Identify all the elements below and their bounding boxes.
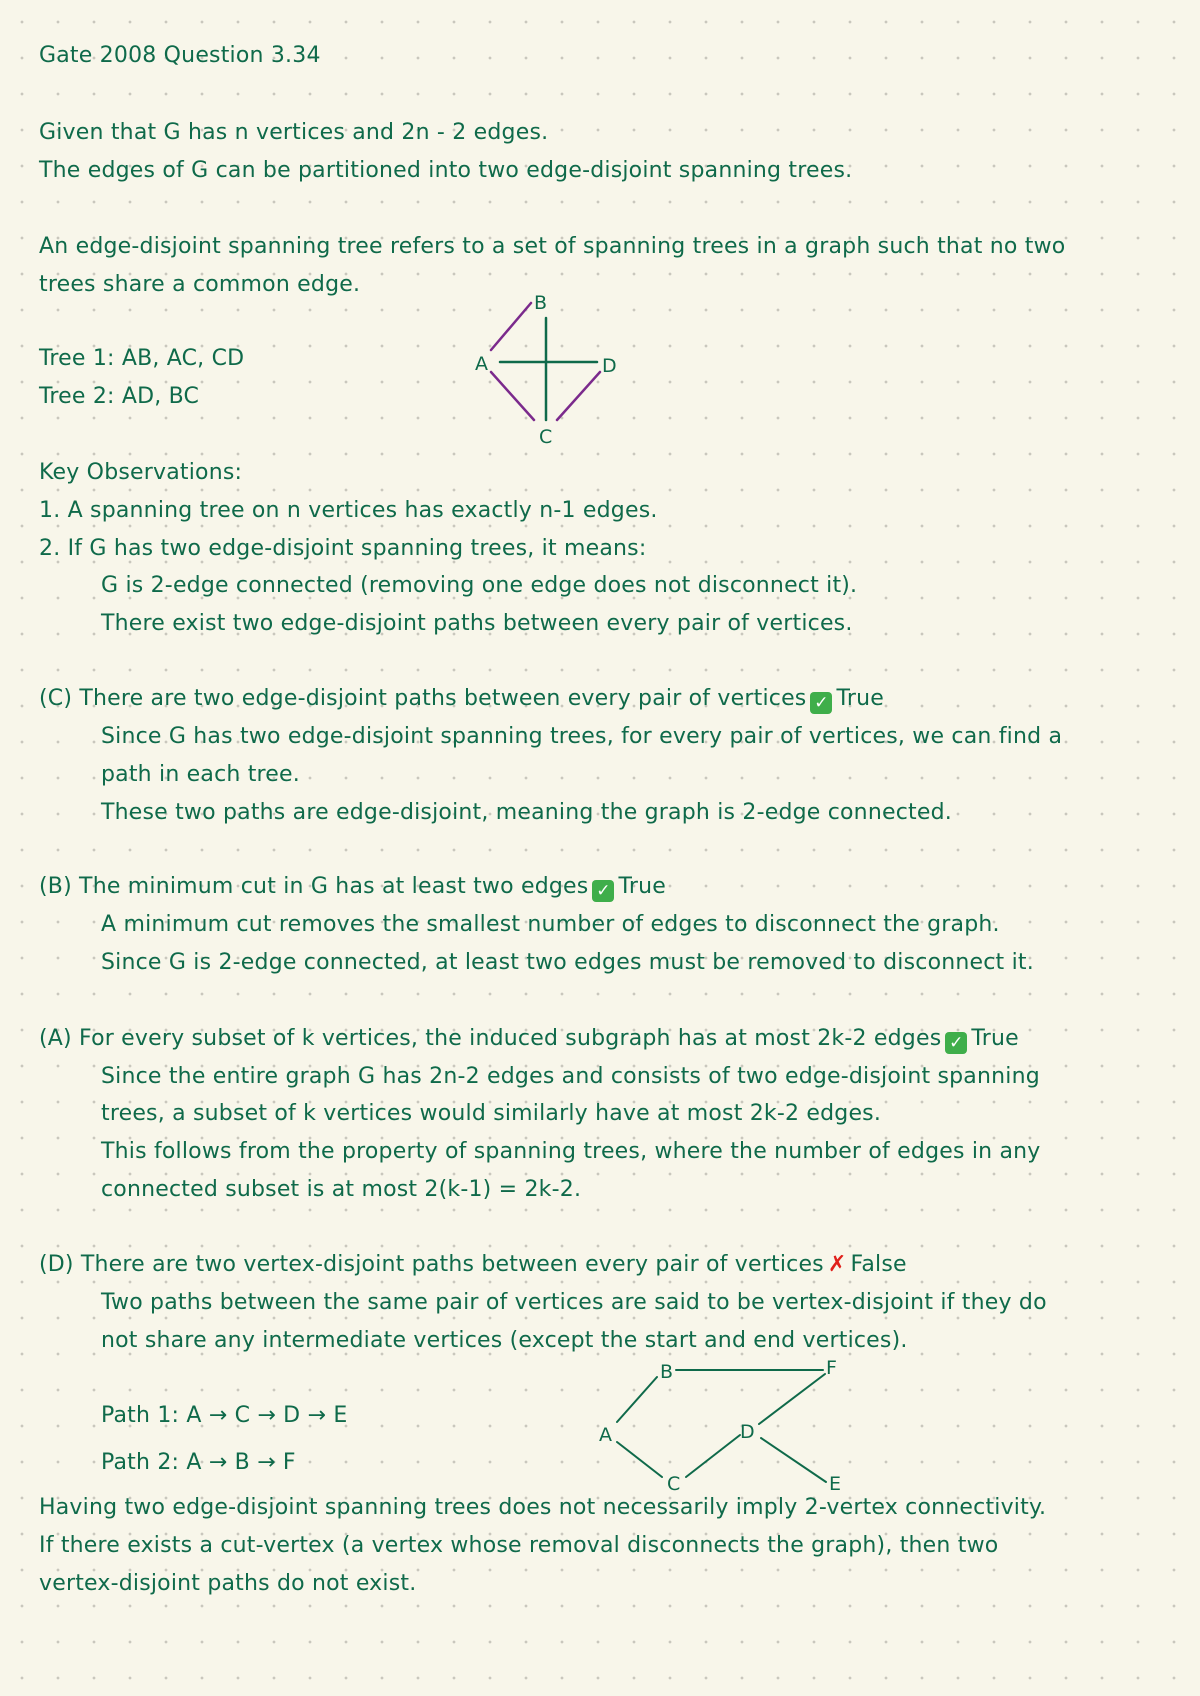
option-d-heading [39,1250,907,1280]
path-2: Path 2: A → B → F [101,1450,296,1475]
vertex-f: F [826,1357,837,1379]
graph-2 [599,1357,841,1495]
graph-1 [475,292,617,448]
verdict: True [618,874,666,899]
verdict: True [836,686,884,711]
text-line: If there exists a cut-vertex (a vertex whose removal disconnects the graph), then two [39,1533,999,1558]
path-1: Path 1: A → C → D → E [101,1403,348,1428]
check-icon: ✓ [810,692,832,714]
verdict: True [971,1026,1019,1051]
verdict: False [850,1252,907,1277]
text-line: An edge-disjoint spanning tree refers to a set of spanning trees in a graph such that no two [39,234,1066,259]
check-icon: ✓ [945,1032,967,1054]
edge-ac [617,1442,662,1477]
option-text: (A) For every subset of k vertices, the induced subgraph has at most 2k-2 edges [39,1026,942,1051]
text-line: vertex-disjoint paths do not exist. [39,1571,417,1596]
cross-icon: ✗ [827,1252,847,1277]
vertex-a: A [475,353,488,375]
vertex-d: D [740,1421,755,1443]
tree-2: Tree 2: AD, BC [39,384,200,409]
list-subitem: There exist two edge-disjoint paths between every pair of vertices. [101,611,853,636]
text-line: The edges of G can be partitioned into two edge-disjoint spanning trees. [39,158,853,183]
text-line: Since G has two edge-disjoint spanning trees, for every pair of vertices, we can find a [101,724,1063,749]
text-line: not share any intermediate vertices (except the start and end vertices). [101,1328,908,1353]
tree-1: Tree 1: AB, AC, CD [39,346,245,371]
option-b-heading [39,872,666,902]
vertex-a: A [599,1424,612,1446]
list-item: 2. If G has two edge-disjoint spanning trees, it means: [39,536,647,561]
text-line: Two paths between the same pair of vertices are said to be vertex-disjoint if they do [101,1290,1047,1315]
vertex-c: C [667,1473,681,1495]
option-text: (C) There are two edge-disjoint paths between every pair of vertices [39,686,807,711]
text-line: connected subset is at most 2(k-1) = 2k-2. [101,1177,582,1202]
edge-cd [686,1435,740,1477]
edge-cd [557,372,600,420]
option-a-heading [39,1024,1019,1054]
edge-ab [491,303,531,350]
edge-df [759,1374,825,1424]
option-text: (D) There are two vertex-disjoint paths between every pair of vertices [39,1252,824,1277]
text-line: trees share a common edge. [39,272,361,297]
check-icon: ✓ [592,880,614,902]
text-line: Given that G has n vertices and 2n - 2 edges. [39,120,549,145]
option-c-heading [39,684,884,714]
edge-ac [491,372,534,420]
edge-ab [617,1377,657,1422]
vertex-d: D [602,355,617,377]
option-text: (B) The minimum cut in G has at least two edges [39,874,589,899]
page-title: Gate 2008 Question 3.34 [39,43,321,68]
section-heading: Key Observations: [39,460,243,485]
vertex-b: B [534,292,548,314]
text-line: These two paths are edge-disjoint, meaning the graph is 2-edge connected. [101,800,952,825]
vertex-b: B [660,1361,674,1383]
text-line: A minimum cut removes the smallest number of edges to disconnect the graph. [101,912,1000,937]
list-item: 1. A spanning tree on n vertices has exactly n-1 edges. [39,498,658,523]
list-subitem: G is 2-edge connected (removing one edge does not disconnect it). [101,573,858,598]
vertex-e: E [829,1473,842,1495]
text-line: Having two edge-disjoint spanning trees does not necessarily imply 2-vertex connectivity. [39,1495,1047,1520]
text-line: Since G is 2-edge connected, at least two edges must be removed to disconnect it. [101,950,1034,975]
edge-de [761,1438,826,1482]
text-line: Since the entire graph G has 2n-2 edges and consists of two edge-disjoint spanning [101,1064,1040,1089]
vertex-c: C [539,426,553,448]
text-line: path in each tree. [101,762,300,787]
text-line: trees, a subset of k vertices would similarly have at most 2k-2 edges. [101,1101,882,1126]
text-line: This follows from the property of spanning trees, where the number of edges in any [101,1139,1041,1164]
